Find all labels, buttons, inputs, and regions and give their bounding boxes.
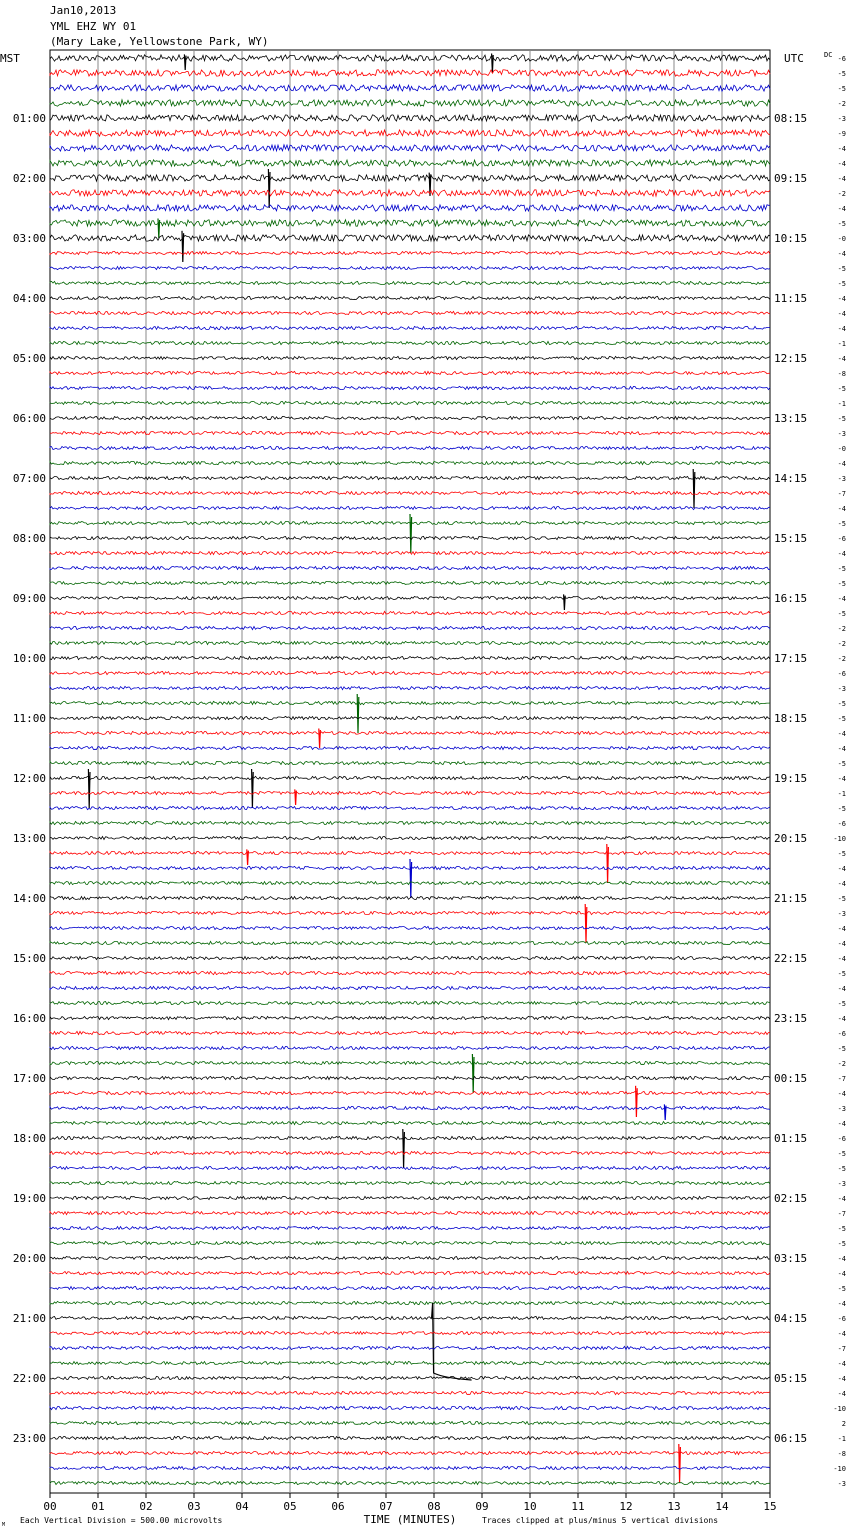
seismic-event	[184, 54, 186, 70]
dc-offset-label: -4	[837, 865, 846, 873]
right-hour-label: 10:15	[774, 232, 808, 245]
dc-offset-label: -9	[837, 130, 846, 138]
trace-row	[50, 566, 770, 569]
right-hour-label: 04:15	[774, 1312, 808, 1325]
left-hour-label: 23:00	[12, 1432, 46, 1445]
trace-row	[50, 100, 770, 106]
trace-row	[50, 926, 770, 929]
trace-row	[50, 1046, 770, 1049]
x-tick-label: 04	[235, 1500, 249, 1513]
dc-offset-label: -1	[837, 790, 846, 798]
dc-offset-label: -4	[837, 985, 846, 993]
seismic-event	[268, 169, 270, 208]
dc-offset-label: -3	[837, 475, 846, 483]
trace-row	[50, 1331, 770, 1334]
x-tick-label: 10	[523, 1500, 537, 1513]
dc-offset-label: -2	[837, 640, 846, 648]
dc-offset-label: -5	[837, 580, 846, 588]
seismic-event	[410, 859, 412, 898]
chart-location: (Mary Lake, Yellowstone Park, WY)	[50, 35, 269, 48]
trace-row	[50, 1376, 770, 1379]
dc-offset-label: -4	[837, 880, 846, 888]
trace-row	[50, 626, 770, 629]
dc-offset-label: -7	[837, 1345, 846, 1353]
dc-offset-label: -6	[837, 820, 846, 828]
trace-row	[50, 1001, 770, 1004]
right-hour-label: 16:15	[774, 592, 808, 605]
dc-offset-label: -5	[837, 970, 846, 978]
trace-row	[50, 461, 770, 464]
corner-mark: M	[2, 1522, 6, 1528]
dc-offset-label: -8	[837, 370, 846, 378]
seismic-event	[607, 844, 609, 883]
trace-row	[50, 1301, 770, 1304]
left-hour-label: 07:00	[12, 472, 46, 485]
dc-offset-label: -5	[837, 610, 846, 618]
trace-row	[50, 175, 770, 181]
dc-offset-label: -4	[837, 775, 846, 783]
x-tick-label: 08	[427, 1500, 441, 1513]
left-hour-label: 17:00	[12, 1072, 46, 1085]
dc-offset-label: -5	[837, 520, 846, 528]
right-hour-label: 18:15	[774, 712, 808, 725]
seismic-event	[319, 729, 321, 749]
dc-offset-label: -5	[837, 265, 846, 273]
trace-row	[50, 1451, 770, 1454]
left-hour-label: 21:00	[12, 1312, 46, 1325]
trace-row	[50, 611, 770, 614]
trace-row	[50, 431, 770, 434]
trace-row	[50, 671, 770, 674]
trace-row	[50, 911, 770, 914]
right-hour-label: 06:15	[774, 1432, 808, 1445]
right-hour-label: 17:15	[774, 652, 808, 665]
dc-offset-label: -0	[837, 445, 846, 453]
dc-offset-label: -3	[837, 1480, 846, 1488]
dc-offset-label: -5	[837, 1000, 846, 1008]
trace-row	[50, 326, 770, 329]
trace-row	[50, 1121, 770, 1124]
trace-row	[50, 641, 770, 644]
trace-row	[50, 551, 770, 554]
dc-offset-label: -5	[837, 280, 846, 288]
dc-offset-label: -0	[837, 235, 846, 243]
dc-offset-label: -5	[837, 415, 846, 423]
right-hour-label: 22:15	[774, 952, 808, 965]
trace-row	[50, 446, 770, 449]
dc-offset-label: 2	[841, 1420, 846, 1428]
trace-row	[50, 55, 770, 61]
dc-offset-label: -4	[837, 925, 846, 933]
dc-offset-label: -4	[837, 595, 846, 603]
trace-row	[50, 596, 770, 599]
trace-row	[50, 1286, 770, 1289]
x-tick-label: 06	[331, 1500, 345, 1513]
seismic-event	[432, 1303, 472, 1380]
dc-offset-label: -7	[837, 1075, 846, 1083]
trace-row	[50, 1256, 770, 1259]
left-hour-label: 12:00	[12, 772, 46, 785]
x-tick-label: 00	[43, 1500, 57, 1513]
right-hour-label: 15:15	[774, 532, 808, 545]
dc-offset-label: -3	[837, 430, 846, 438]
trace-row	[50, 130, 770, 136]
seismic-event	[88, 769, 90, 808]
dc-offset-label: -4	[837, 1090, 846, 1098]
x-tick-label: 14	[715, 1500, 729, 1513]
dc-offset-label: -4	[837, 1375, 846, 1383]
seismic-event	[357, 694, 359, 733]
dc-offset-label: -5	[837, 760, 846, 768]
trace-row	[50, 386, 770, 389]
trace-row	[50, 1136, 770, 1139]
trace-row	[50, 190, 770, 196]
trace-row	[50, 1151, 770, 1154]
x-tick-label: 07	[379, 1500, 393, 1513]
x-tick-label: 11	[571, 1500, 585, 1513]
trace-row	[50, 776, 770, 779]
dc-offset-label: -4	[837, 1390, 846, 1398]
x-tick-label: 13	[667, 1500, 681, 1513]
trace-row	[50, 1226, 770, 1229]
right-hour-label: 14:15	[774, 472, 808, 485]
right-timezone-label: UTC	[784, 52, 804, 65]
trace-row	[50, 686, 770, 689]
left-hour-label: 16:00	[12, 1012, 46, 1025]
left-hour-label: 20:00	[12, 1252, 46, 1265]
left-hour-label: 01:00	[12, 112, 46, 125]
dc-offset-label: -6	[837, 1135, 846, 1143]
trace-row	[50, 1361, 770, 1364]
dc-header-label: DC	[824, 51, 833, 59]
right-hour-label: 08:15	[774, 112, 808, 125]
trace-row	[50, 1061, 770, 1064]
seismic-event	[410, 514, 412, 553]
dc-offset-label: -4	[837, 1300, 846, 1308]
dc-offset-label: -4	[837, 730, 846, 738]
trace-row	[50, 1421, 770, 1424]
dc-offset-label: -4	[837, 1360, 846, 1368]
dc-offset-label: -10	[833, 835, 846, 843]
left-hour-label: 02:00	[12, 172, 46, 185]
dc-offset-label: -5	[837, 220, 846, 228]
trace-row	[50, 506, 770, 509]
dc-offset-label: -4	[837, 955, 846, 963]
trace-row	[50, 806, 770, 809]
trace-row	[50, 1271, 770, 1274]
seismic-event	[679, 1444, 681, 1483]
chart-station: YML EHZ WY 01	[50, 20, 137, 33]
trace-row	[50, 311, 770, 314]
dc-offset-label: -4	[837, 355, 846, 363]
x-tick-label: 02	[139, 1500, 153, 1513]
seismic-event	[403, 1129, 405, 1168]
trace-row	[50, 251, 770, 254]
dc-offset-label: -3	[837, 685, 846, 693]
seismic-event	[247, 849, 249, 865]
trace-row	[50, 1016, 770, 1019]
dc-offset-label: -5	[837, 850, 846, 858]
dc-offset-label: -2	[837, 625, 846, 633]
right-hour-label: 12:15	[774, 352, 808, 365]
trace-row	[50, 1196, 770, 1199]
trace-row	[50, 281, 770, 284]
trace-row	[50, 1091, 770, 1094]
trace-row	[50, 581, 770, 584]
dc-offset-label: -5	[837, 715, 846, 723]
dc-offset-label: -5	[837, 1285, 846, 1293]
dc-offset-label: -5	[837, 85, 846, 93]
dc-offset-label: -4	[837, 550, 846, 558]
dc-offset-label: -4	[837, 175, 846, 183]
dc-offset-label: -4	[837, 1255, 846, 1263]
dc-offset-label: -4	[837, 1270, 846, 1278]
dc-offset-label: -7	[837, 1210, 846, 1218]
right-hour-label: 13:15	[774, 412, 808, 425]
trace-row	[50, 896, 770, 899]
trace-row	[50, 1481, 770, 1484]
dc-offset-label: -4	[837, 1330, 846, 1338]
trace-row	[50, 1346, 770, 1349]
left-hour-label: 10:00	[12, 652, 46, 665]
dc-offset-label: -2	[837, 1060, 846, 1068]
seismic-event	[158, 219, 160, 239]
right-hour-label: 02:15	[774, 1192, 808, 1205]
dc-offset-label: -3	[837, 1180, 846, 1188]
left-hour-label: 15:00	[12, 952, 46, 965]
trace-row	[50, 1181, 770, 1184]
right-hour-label: 09:15	[774, 172, 808, 185]
trace-row	[50, 1031, 770, 1034]
dc-offset-label: -4	[837, 1195, 846, 1203]
trace-row	[50, 1406, 770, 1409]
left-hour-label: 04:00	[12, 292, 46, 305]
right-hour-label: 01:15	[774, 1132, 808, 1145]
trace-row	[50, 1241, 770, 1244]
trace-row	[50, 145, 770, 151]
trace-row	[50, 266, 770, 269]
left-hour-label: 06:00	[12, 412, 46, 425]
trace-row	[50, 476, 770, 479]
left-hour-label: 09:00	[12, 592, 46, 605]
dc-offset-label: -4	[837, 310, 846, 318]
trace-row	[50, 956, 770, 959]
trace-row	[50, 1436, 770, 1439]
trace-row	[50, 70, 770, 76]
dc-offset-label: -2	[837, 655, 846, 663]
trace-row	[50, 716, 770, 719]
dc-offset-label: -4	[837, 160, 846, 168]
dc-offset-label: -4	[837, 745, 846, 753]
dc-offset-label: -6	[837, 670, 846, 678]
left-hour-label: 13:00	[12, 832, 46, 845]
dc-offset-label: -3	[837, 1105, 846, 1113]
right-hour-label: 11:15	[774, 292, 808, 305]
seismic-event	[693, 469, 695, 508]
dc-offset-label: -6	[837, 535, 846, 543]
x-axis-label: TIME (MINUTES)	[363, 1513, 457, 1526]
left-hour-label: 03:00	[12, 232, 46, 245]
left-hour-label: 05:00	[12, 352, 46, 365]
trace-row	[50, 85, 770, 91]
trace-row	[50, 731, 770, 734]
dc-offset-label: -4	[837, 325, 846, 333]
trace-row	[50, 821, 770, 824]
right-hour-label: 05:15	[774, 1372, 808, 1385]
scale-note: Each Vertical Division = 500.00 microvolts	[20, 1516, 223, 1525]
trace-row	[50, 1106, 770, 1109]
dc-offset-label: -5	[837, 1165, 846, 1173]
left-hour-label: 19:00	[12, 1192, 46, 1205]
right-hour-label: 03:15	[774, 1252, 808, 1265]
chart-date: Jan10,2013	[50, 4, 117, 17]
dc-offset-label: -4	[837, 295, 846, 303]
dc-offset-label: -5	[837, 1150, 846, 1158]
trace-row	[50, 656, 770, 659]
trace-row	[50, 941, 770, 944]
seismic-event	[664, 1104, 666, 1120]
x-tick-label: 12	[619, 1500, 633, 1513]
dc-offset-label: -5	[837, 805, 846, 813]
trace-row	[50, 235, 770, 241]
trace-row	[50, 341, 770, 344]
clip-note: Traces clipped at plus/minus 5 vertical divisions	[482, 1516, 719, 1525]
right-hour-label: 00:15	[774, 1072, 808, 1085]
x-tick-label: 01	[91, 1500, 105, 1513]
trace-row	[50, 416, 770, 419]
left-hour-label: 14:00	[12, 892, 46, 905]
dc-offset-label: -10	[833, 1465, 846, 1473]
trace-row	[50, 1166, 770, 1169]
dc-offset-label: -4	[837, 460, 846, 468]
dc-offset-label: -2	[837, 190, 846, 198]
x-tick-label: 03	[187, 1500, 201, 1513]
trace-row	[50, 761, 770, 764]
dc-offset-label: -6	[837, 1030, 846, 1038]
left-hour-label: 11:00	[12, 712, 46, 725]
trace-row	[50, 401, 770, 404]
left-hour-label: 08:00	[12, 532, 46, 545]
dc-offset-label: -7	[837, 490, 846, 498]
trace-row	[50, 1391, 770, 1394]
dc-offset-label: -5	[837, 1240, 846, 1248]
trace-row	[50, 701, 770, 704]
dc-offset-label: -5	[837, 565, 846, 573]
right-hour-label: 23:15	[774, 1012, 808, 1025]
dc-offset-label: -4	[837, 1015, 846, 1023]
dc-offset-label: -4	[837, 145, 846, 153]
trace-row	[50, 986, 770, 989]
trace-row	[50, 1466, 770, 1469]
dc-offset-label: -3	[837, 910, 846, 918]
trace-row	[50, 115, 770, 121]
trace-row	[50, 836, 770, 839]
dc-offset-label: -5	[837, 1225, 846, 1233]
seismic-event	[585, 904, 587, 943]
x-tick-label: 09	[475, 1500, 489, 1513]
dc-offset-label: -5	[837, 70, 846, 78]
trace-row	[50, 851, 770, 854]
right-hour-label: 19:15	[774, 772, 808, 785]
dc-offset-label: -1	[837, 340, 846, 348]
dc-offset-label: -6	[837, 55, 846, 63]
trace-row	[50, 296, 770, 299]
seismic-event	[636, 1086, 638, 1117]
dc-offset-label: -6	[837, 1315, 846, 1323]
left-hour-label: 22:00	[12, 1372, 46, 1385]
dc-offset-label: -4	[837, 250, 846, 258]
right-hour-label: 21:15	[774, 892, 808, 905]
left-hour-label: 18:00	[12, 1132, 46, 1145]
dc-offset-label: -5	[837, 700, 846, 708]
trace-row	[50, 491, 770, 494]
trace-row	[50, 791, 770, 794]
trace-row	[50, 1076, 770, 1079]
seismic-event	[252, 769, 254, 808]
dc-offset-label: -4	[837, 1120, 846, 1128]
trace-row	[50, 1316, 770, 1319]
x-tick-label: 05	[283, 1500, 297, 1513]
trace-row	[50, 1211, 770, 1214]
dc-offset-label: -1	[837, 400, 846, 408]
seismic-event	[472, 1054, 474, 1093]
left-timezone-label: MST	[0, 52, 20, 65]
trace-row	[50, 746, 770, 749]
dc-offset-label: -1	[837, 1435, 846, 1443]
dc-offset-label: -5	[837, 1045, 846, 1053]
trace-row	[50, 160, 770, 166]
dc-offset-label: -4	[837, 505, 846, 513]
right-hour-label: 20:15	[774, 832, 808, 845]
dc-offset-label: -4	[837, 940, 846, 948]
dc-offset-label: -3	[837, 115, 846, 123]
trace-row	[50, 371, 770, 374]
dc-offset-label: -8	[837, 1450, 846, 1458]
dc-offset-label: -5	[837, 385, 846, 393]
x-tick-label: 15	[763, 1500, 777, 1513]
dc-offset-label: -2	[837, 100, 846, 108]
dc-offset-label: -4	[837, 205, 846, 213]
trace-row	[50, 205, 770, 211]
trace-row	[50, 356, 770, 359]
dc-offset-label: -10	[833, 1405, 846, 1413]
trace-row	[50, 971, 770, 974]
seismic-event	[182, 231, 184, 262]
dc-offset-label: -5	[837, 895, 846, 903]
